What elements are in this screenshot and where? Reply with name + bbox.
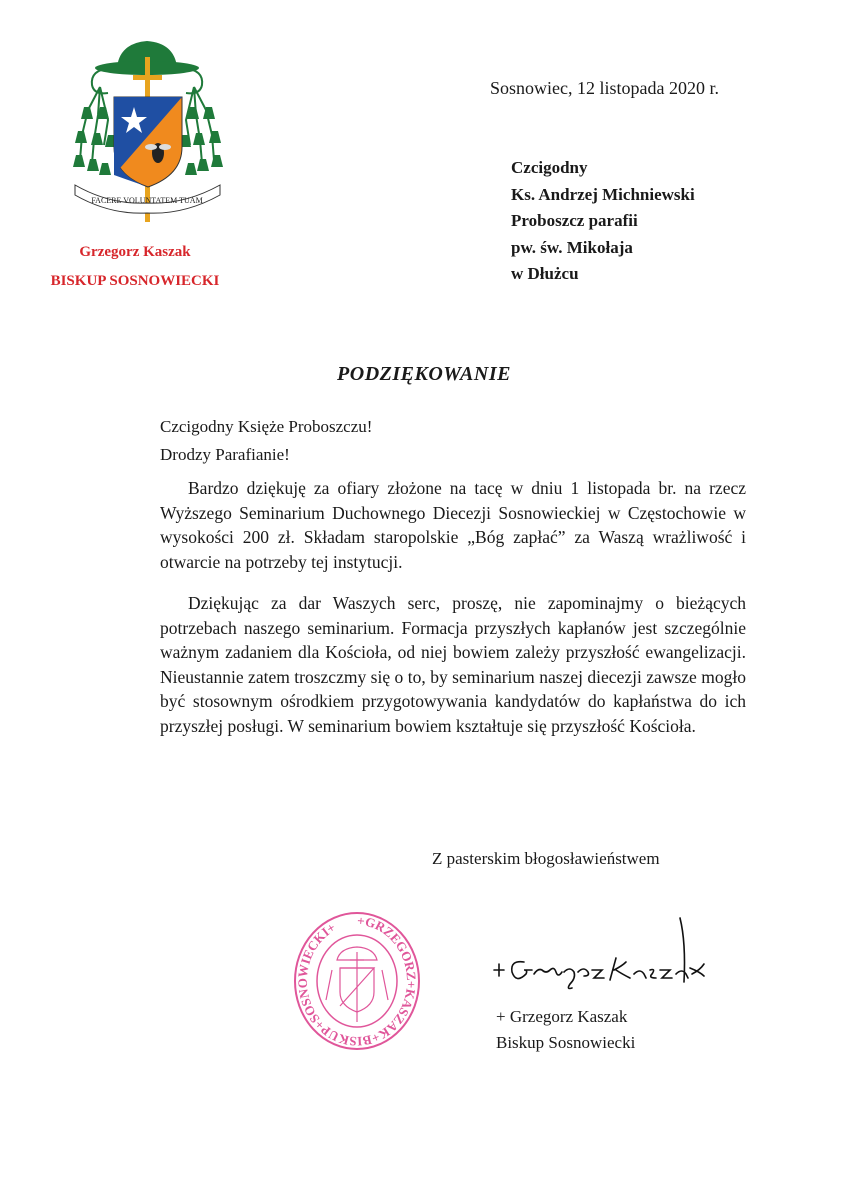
signer-title: Biskup Sosnowiecki [496,1033,636,1052]
coat-of-arms-icon [70,35,225,235]
salutation-line: Drodzy Parafianie! [160,445,290,464]
recipient-line: w Dłużcu [511,264,579,283]
recipient-line: Proboszcz parafii [511,211,638,230]
svg-text:+GRZEGORZ+KASZAK+BISKUP+SOSNOW: +GRZEGORZ+KASZAK+BISKUP+SOSNOWIECKI+ [294,912,420,1050]
recipient-line: pw. św. Mikołaja [511,237,633,257]
letter-date: Sosnowiec, 12 listopada 2020 r. [490,78,719,98]
signer-name: + Grzegorz Kaszak [496,1007,628,1026]
sender-title: BISKUP SOSNOWIECKI [50,273,220,289]
recipient-address [511,155,695,288]
handwritten-signature-icon [490,912,720,997]
sender-name: Grzegorz Kaszak [79,244,191,260]
episcopal-seal-stamp-icon [292,910,422,1052]
salutation-line: Czcigodny Księże Proboszczu! [160,417,373,436]
paragraph-text: Bardzo dziękuję za ofiary złożone na tacę w dniu 1 listopada br. na rzecz Wyższego Seminarium Duchownego Diecezji Sosnowieckiej w Częstochowie w wysokości 200 zł. Składam staropolskie „Bóg zapłać” za Waszą wrażliwość i otwarcie na potrzeby tej instytucji. [160,478,746,572]
letter-paragraph [160,476,746,574]
letter-heading: PODZIĘKOWANIE [337,363,511,385]
recipient-line: Ks. Andrzej Michniewski [511,184,695,204]
letter-paragraph [160,591,746,739]
svg-text:FACERE VOLUNTATEM TUAM: FACERE VOLUNTATEM TUAM [91,196,203,205]
paragraph-text: Dziękując za dar Waszych serc, proszę, nie zapominajmy o bieżących potrzebach naszego seminarium. Formacja przyszłych kapłanów jest szczególnie ważnym zadaniem dla Kościoła, od niej bowiem zależy przyszłość ewangelizacji. Nieustannie zatem troszczmy się o to, by seminarium naszej diecezji zawsze mogło być stosownym ośrodkiem przygotowywania kandydatów do kapłaństwa do ich przyszłej posługi. W seminarium bowiem kształtuje się przyszłość Kościoła. [160,593,746,736]
salutation [160,413,372,469]
closing-phrase: Z pasterskim błogosławieństwem [432,849,660,868]
signer-block [496,1004,635,1056]
recipient-line: Czcigodny [511,158,588,177]
